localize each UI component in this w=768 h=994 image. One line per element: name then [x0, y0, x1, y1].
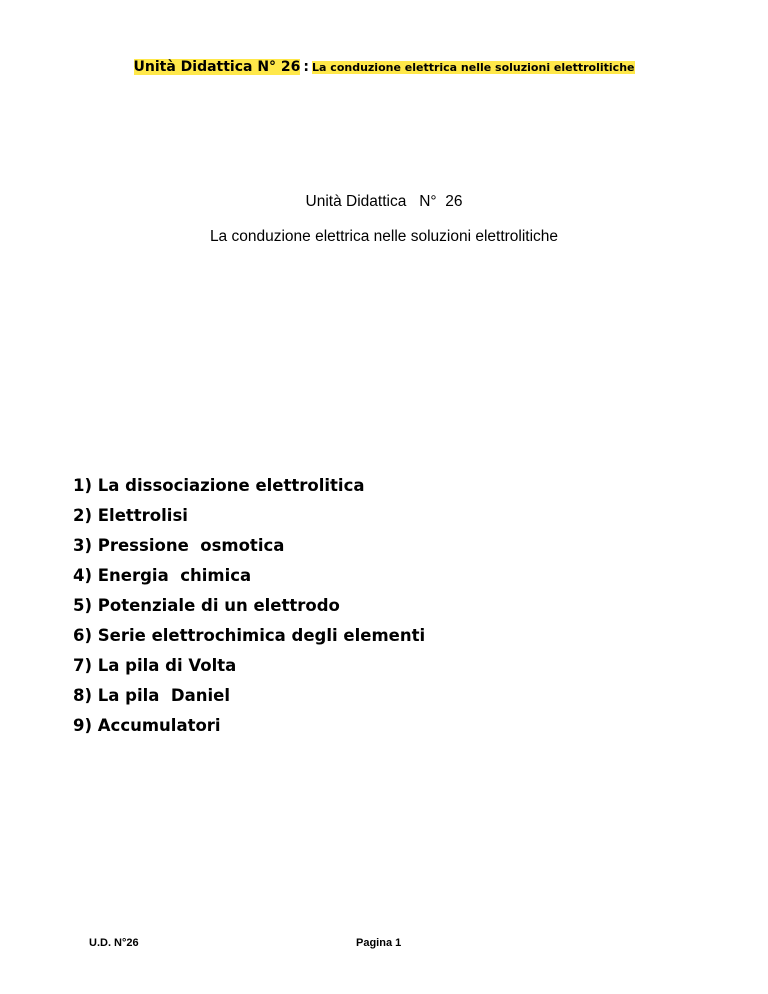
footer-document-id: U.D. N°26	[89, 937, 139, 949]
running-header	[0, 56, 768, 75]
page-title: Unità Didattica N° 26	[305, 193, 463, 210]
toc-item: 4) Energia chimica	[73, 566, 252, 585]
footer-page-number: Pagina 1	[356, 937, 402, 949]
header-unit-title: Unità Didattica N° 26	[133, 59, 301, 75]
toc-item: 7) La pila di Volta	[73, 656, 237, 675]
table-of-contents	[73, 474, 425, 744]
toc-item: 1) La dissociazione elettrolitica	[73, 476, 365, 495]
toc-item: 8) La pila Daniel	[73, 686, 230, 705]
toc-item: 2) Elettrolisi	[73, 506, 188, 525]
page-subtitle: La conduzione elettrica nelle soluzioni elettrolitiche	[209, 228, 559, 245]
header-separator: :	[303, 59, 310, 75]
toc-item: 3) Pressione osmotica	[73, 536, 285, 555]
toc-item: 6) Serie elettrochimica degli elementi	[73, 626, 426, 645]
header-subtitle: La conduzione elettrica nelle soluzioni elettrolitiche	[312, 61, 635, 74]
toc-item: 5) Potenziale di un elettrodo	[73, 596, 340, 615]
toc-item: 9) Accumulatori	[73, 716, 221, 735]
